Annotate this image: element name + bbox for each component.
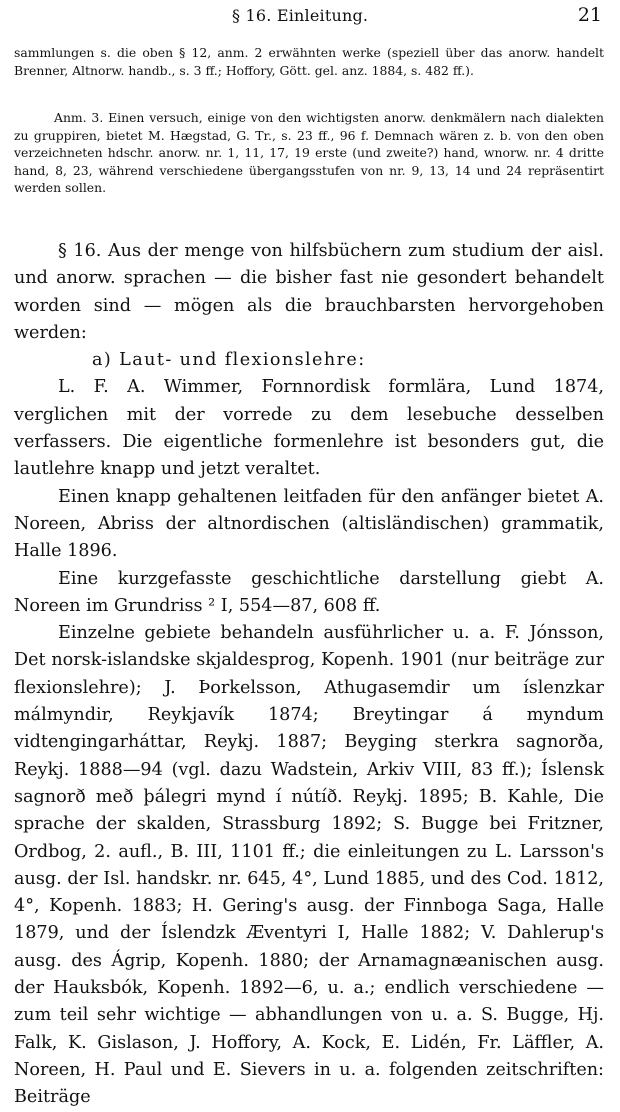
intro-paragraph: § 16. Aus der menge von hilfsbüchern zum studium der aisl. und anorw. sprachen — die bisher fast nie gesondert behandelt worden sind — mögen als die brauchbarsten hervorgehoben werden: — [14, 241, 604, 343]
footnote-anm3 — [14, 109, 604, 197]
main-text — [14, 238, 604, 1112]
paragraph-einzelne-gebiete: Einzelne gebiete behandeln ausführlicher u. a. F. Jónsson, Det norsk-islandske skjaldesprog, Kopenh. 1901 (nur beiträge zur flexionslehre); J. Þorkelsson, Athugasemdir um íslenzkar málmyndir, Reykjavík 1874; Breytingar á myndum vidtengingarháttar, Reykj. 1887; Beyging sterkra sagnorða, Reykj. 1888—94 (vgl. dazu Wadstein, Arkiv VIII, 83 ff.); Íslensk sagnorð með þálegri mynd í nútíð. Reykj. 1895; B. Kahle, Die sprache der skalden, Strassburg 1892; S. Bugge bei Fritzner, Ordbog, 2. aufl., B. III, 1101 ff.; die einleitungen zu L. Larsson's ausg. der Isl. handskr. nr. 645, 4°, Lund 1885, und des Cod. 1812, 4°, Kopenh. 1883; H. Gering's ausg. der Finnboga Saga, Halle 1879, und der Íslendzk Æventyri I, Halle 1882; V. Dahlerup's ausg. des Ágrip, Kopenh. 1880; der Arnamagnæanischen ausg. der Hauksbók, Kopenh. 1892—6, u. a.; endlich verschiedene — zum teil sehr wichtige — abhandlungen von u. a. S. Bugge, Hj. Falk, K. Gislason, J. Hoffory, A. Kock, E. Lidén, Fr. Läffler, A. Noreen, H. Paul und E. Sievers in u. a. folgenden zeitschriften: Beiträge — [14, 623, 604, 1108]
anm3-text: Anm. 3. Einen versuch, einige von den wichtigsten anorw. denkmälern nach dialekten zu gruppiren, bietet M. Hægstad, G. Tr., s. 23 ff., 96 f. Demnach wären z. b. von den oben verzeichneten hdschr. anorw. nr. 1, 11, 17, 19 erste (und zweite?) hand, wnorw. nr. 4 dritte hand, 8, 23, während verschiedene übergangsstufen von nr. 9, 13, 14 und 24 repräsentirt werden sollen. — [14, 110, 604, 196]
footnote-continuation: sammlungen s. die oben § 12, anm. 2 erwähnten werke (speziell über das anorw. handelt Brenner, Altnorw. handb., s. 3 ff.; Hoffory, Gött. gel. anz. 1884, s. 482 ff.). — [14, 45, 604, 78]
paragraph-noreen-grundriss: Eine kurzgefasste geschichtliche darstellung giebt A. Noreen im Grundriss ² I, 554—87, 608 ff. — [14, 568, 604, 616]
running-title: § 16. Einleitung. — [232, 6, 369, 25]
page-number: 21 — [577, 4, 602, 26]
paragraph-wimmer: L. F. A. Wimmer, Fornnordisk formlära, Lund 1874, verglichen mit der vorrede zu dem lesebuche desselben verfassers. Die eigentliche formenlehre ist besonders gut, die lautlehre knapp und jetzt veraltet. — [14, 377, 604, 480]
section-subheading: a) Laut- und flexionslehre: — [92, 350, 366, 371]
page-header — [0, 4, 620, 30]
paragraph-noreen-abriss: Einen knapp gehaltenen leitfaden für den anfänger bietet A. Noreen, Abriss der altnordischen (altisländischen) grammatik, Halle 1896. — [14, 486, 604, 562]
